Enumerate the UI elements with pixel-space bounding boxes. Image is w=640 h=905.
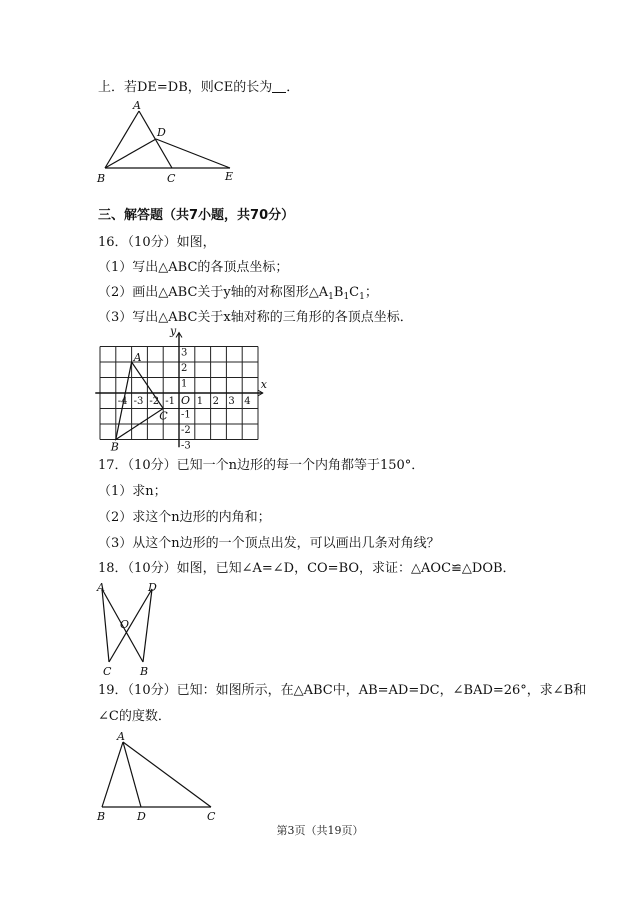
figure-q19 (95, 730, 225, 822)
q16-part2: （2）画出△ABC关于y轴的对称图形$\triangle A_1B_1C_1$； (98, 285, 378, 302)
q16-part1: （1）写出△ABC的各顶点坐标； (98, 260, 289, 275)
x-tick-label: 4 (244, 396, 251, 407)
label-B: B (140, 665, 149, 678)
x-tick-label: -2 (149, 396, 160, 407)
q16-stem: 16．（10分）如图， (98, 235, 216, 250)
label-A: A (97, 581, 105, 594)
q17-part3: （3）从这个n边形的一个顶点出发，可以画出几条对角线？ (98, 536, 440, 551)
label-C: C (167, 172, 176, 185)
label-A: A (117, 730, 125, 743)
x-tick-label: 1 (196, 396, 204, 407)
label-B: B (97, 810, 106, 823)
x-axis-label: x (260, 378, 267, 391)
label-E: E (225, 170, 234, 183)
y-tick-label: 3 (181, 347, 188, 359)
y-axis-label: y (170, 324, 177, 338)
q17-stem: 17．（10分）已知一个n边形的每一个内角都等于150°． (98, 458, 425, 473)
page-footer: 第3页（共19页） (276, 824, 364, 837)
x-tick-label: -3 (133, 396, 144, 407)
q18-stem: 18．（10分）如图，已知∠A=∠D，CO=BO，求证：△AOC≌△DOB． (98, 561, 516, 576)
q17-part2: （2）求这个n边形的内角和； (98, 510, 271, 525)
q16-part3: （3）写出△ABC关于x轴对称的三角形的各顶点坐标． (98, 310, 413, 325)
label-B: B (97, 172, 106, 185)
label-C: C (159, 409, 168, 423)
q19-line1: 19．（10分）已知：如图所示，在△ABC中，AB=AD=DC，∠BAD=26°，求∠B和 (98, 683, 587, 698)
figure-q18 (95, 582, 175, 677)
label-B: B (110, 440, 119, 454)
label-D: D (148, 581, 157, 594)
y-tick-label: -1 (181, 409, 191, 421)
origin-label: O (181, 394, 191, 407)
label-O: O (120, 618, 130, 631)
x-tick-label: 3 (228, 396, 235, 407)
label-C: C (207, 810, 216, 823)
label-D: D (157, 126, 166, 139)
x-tick-label: -4 (117, 396, 128, 407)
label-C: C (103, 665, 112, 678)
label-A: A (133, 99, 141, 112)
y-tick-label: 1 (181, 378, 188, 390)
x-tick-label: -1 (165, 396, 175, 407)
y-tick-label: -2 (181, 425, 191, 436)
q15-tail: 上．若DE=DB，则CE的长为 ． (98, 80, 300, 95)
q17-part1: （1）求n； (98, 484, 167, 499)
label-A: A (133, 351, 142, 364)
x-tick-label: 2 (212, 396, 219, 407)
y-tick-label: 2 (181, 363, 188, 374)
y-tick-label: -3 (181, 440, 191, 452)
label-D: D (137, 810, 146, 823)
section-title: 三、解答题（共7小题，共70分） (98, 208, 295, 223)
q19-line2: ∠C的度数． (98, 709, 171, 724)
